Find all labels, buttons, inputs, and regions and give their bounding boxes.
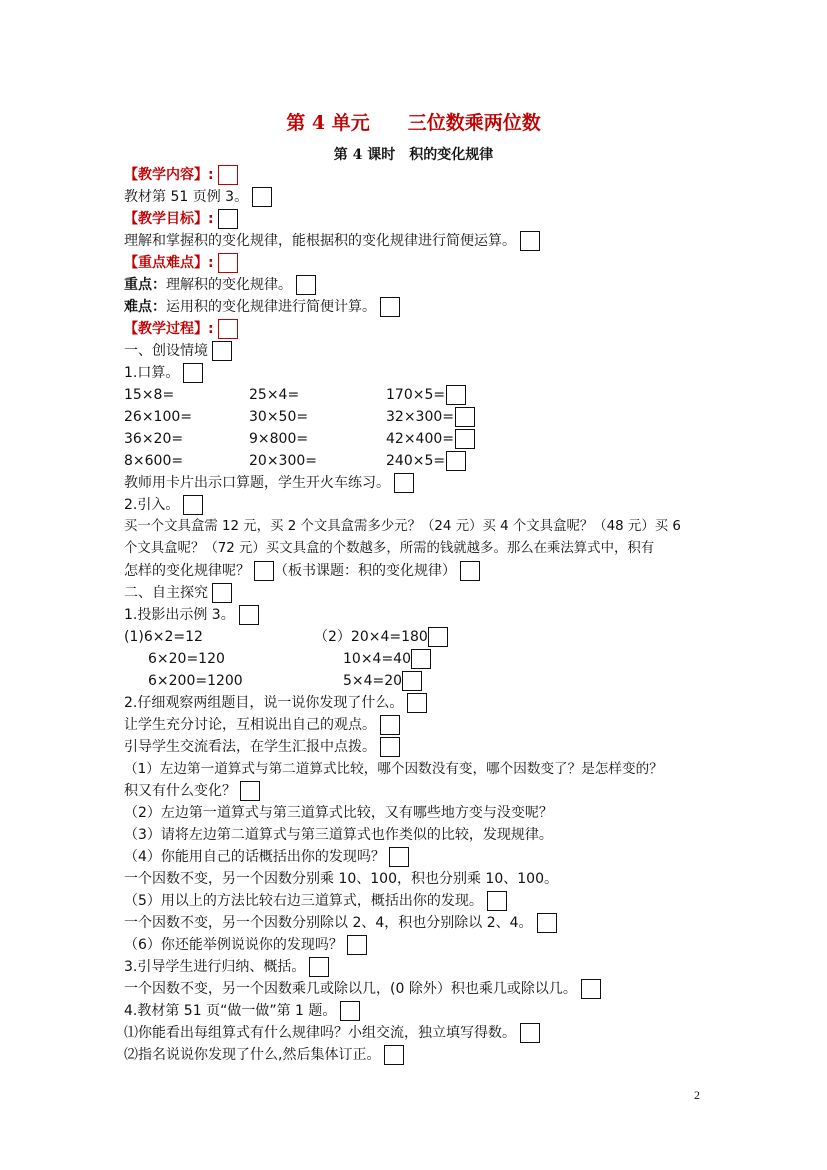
blank-box — [380, 737, 400, 757]
blank-box — [380, 297, 400, 317]
example-left-equation: 6×20=120 — [148, 651, 225, 667]
content-text-line — [124, 186, 714, 208]
blank-box — [347, 935, 367, 955]
difficulty-line — [124, 296, 714, 318]
key-label: 重点： — [124, 277, 166, 293]
blank-box — [487, 891, 507, 911]
calc-cell: 20×300= — [249, 453, 317, 469]
goal-heading-line — [124, 208, 714, 230]
blank-box — [411, 649, 431, 669]
show-line — [124, 604, 714, 626]
calc-cell: 30×50= — [249, 409, 309, 425]
task-text: ⑴你能看出每组算式有什么规律吗？小组交流，独立填写得数。 — [124, 1025, 516, 1041]
blank-box — [254, 561, 274, 581]
key-heading: 【重点难点】: — [124, 255, 214, 271]
blank-box — [428, 627, 448, 647]
goal-text-line — [124, 230, 714, 252]
q5-line — [124, 890, 714, 912]
blank-box — [183, 363, 203, 383]
question-text: （1）左边第一道算式与第二道算式比较，哪个因数没有变，哪个因数变了？是怎样变的？ — [124, 761, 663, 777]
board-title-note: （板书课题：积的变化规律） — [274, 563, 456, 579]
calc-cell: 15×8= — [124, 387, 175, 403]
q2-line — [124, 802, 714, 824]
example-right-row — [343, 648, 431, 670]
textbook-text: 4.教材第 51 页“做一做”第 1 题。 — [124, 1003, 337, 1019]
example-right-equation: 10×4=40 — [343, 651, 411, 667]
calc-cell-row — [386, 428, 475, 450]
calc-cell: 32×300= — [386, 409, 454, 425]
example-show: 1.投影出示例 3。 — [124, 607, 235, 623]
task2-line — [124, 1044, 714, 1066]
blank-box — [446, 385, 466, 405]
part2-title-line — [124, 582, 714, 604]
blank-box — [240, 781, 260, 801]
lesson-subtitle: 第 4 课时 积的变化规律 — [333, 147, 494, 163]
process-heading: 【教学过程】: — [124, 321, 214, 337]
blank-box — [407, 693, 427, 713]
example-left-equation: (1)6×2=12 — [124, 629, 203, 645]
blank-box — [296, 275, 316, 295]
content-text: 教材第 51 页例 3。 — [124, 189, 249, 205]
example-right-row — [314, 626, 448, 648]
blank-box — [340, 1001, 360, 1021]
a4-line — [124, 868, 714, 890]
q6-line — [124, 934, 714, 956]
calc-cell: 240×5= — [386, 453, 446, 469]
diff-label: 难点： — [124, 299, 166, 315]
question-text: （4）你能用自己的话概括出你的发现吗？ — [124, 849, 385, 865]
q3-line — [124, 824, 714, 846]
page-number: 2 — [694, 1088, 700, 1102]
discuss-text: 让学生充分讨论，互相说出自己的观点。 — [124, 717, 376, 733]
blank-box — [455, 429, 475, 449]
blank-box — [212, 583, 232, 603]
blank-box — [212, 341, 232, 361]
intro-text: 买一个文具盒需 12 元，买 2 个文具盒需多少元？（24 元）买 4 个文具盒呢？（48 元）买 6 — [124, 519, 681, 534]
blank-box — [380, 715, 400, 735]
task-text: ⑵指名说说你发现了什么,然后集体订正。 — [124, 1047, 381, 1063]
question-text: （5）用以上的方法比较右边三道算式，概括出你的发现。 — [124, 893, 483, 909]
question-text: （3）请将左边第二道算式与第三道算式也作类似的比较，发现规律。 — [124, 827, 553, 843]
calc-cell: 26×100= — [124, 409, 192, 425]
part2-title: 二、自主探究 — [124, 585, 208, 601]
calc-cell: 25×4= — [249, 387, 300, 403]
q1-line — [124, 758, 714, 780]
key-point-line — [124, 274, 714, 296]
intro-text: 怎样的变化规律呢？ — [124, 563, 250, 579]
oral-note: 教师用卡片出示口算题，学生开火车练习。 — [124, 475, 390, 491]
observe-line — [124, 692, 714, 714]
calc-cell-row — [386, 384, 466, 406]
process-heading-line — [124, 318, 714, 340]
blank-box — [581, 979, 601, 999]
q4-line — [124, 846, 714, 868]
goal-heading: 【教学目标】: — [124, 211, 214, 227]
goal-text: 理解和掌握积的变化规律，能根据积的变化规律进行简便运算。 — [124, 233, 516, 249]
observe-text: 2.仔细观察两组题目，说一说你发现了什么。 — [124, 695, 404, 711]
blank-box — [446, 451, 466, 471]
intro-label: 2.引入。 — [124, 497, 180, 513]
guide-text: 引导学生交流看法，在学生汇报中点拨。 — [124, 739, 376, 755]
rule-line — [124, 978, 714, 1000]
content-heading-line — [124, 164, 714, 186]
guide-line — [124, 736, 714, 758]
oral-calc-label: 1.口算。 — [124, 365, 180, 381]
key-text: 理解积的变化规律。 — [166, 277, 292, 293]
discuss-line — [124, 714, 714, 736]
blank-box — [309, 957, 329, 977]
calc-cell: 8×600= — [124, 453, 184, 469]
blank-box — [455, 407, 475, 427]
blank-box — [239, 605, 259, 625]
task1-line — [124, 1022, 714, 1044]
blank-box — [520, 231, 540, 251]
blank-box — [537, 913, 557, 933]
blank-box — [218, 209, 238, 229]
blank-box — [252, 187, 272, 207]
question-text: 积又有什么变化？ — [124, 783, 236, 799]
diff-text: 运用积的变化规律进行简便计算。 — [166, 299, 376, 315]
oral-note-line — [124, 472, 714, 494]
blank-box — [520, 1023, 540, 1043]
q1b-line — [124, 780, 714, 802]
answer-text: 一个因数不变，另一个因数分别乘 10、100，积也分别乘 10、100。 — [124, 871, 558, 887]
calc-cell: 36×20= — [124, 431, 184, 447]
content-heading: 【教学内容】: — [124, 167, 214, 183]
blank-box — [394, 473, 414, 493]
key-heading-line — [124, 252, 714, 274]
question-text: （2）左边第一道算式与第三道算式比较，又有哪些地方变与没变呢？ — [124, 805, 553, 821]
a5-line — [124, 912, 714, 934]
blank-box — [218, 165, 238, 185]
example-right-row — [343, 670, 422, 692]
calc-cell: 170×5= — [386, 387, 446, 403]
calc-cell-row — [386, 450, 466, 472]
intro-line — [124, 494, 714, 516]
intro-paragraph-2 — [124, 538, 714, 560]
blank-box — [218, 253, 238, 273]
blank-box — [389, 847, 409, 867]
example-right-equation: 5×4=20 — [343, 673, 403, 689]
summary-text: 3.引导学生进行归纳、概括。 — [124, 959, 306, 975]
blank-box — [460, 561, 480, 581]
blank-box — [218, 319, 238, 339]
example-left-equation: 6×200=1200 — [148, 673, 243, 689]
blank-box — [384, 1045, 404, 1065]
calc-cell: 9×800= — [249, 431, 309, 447]
part1-title: 一、创设情境 — [124, 343, 208, 359]
summary-line — [124, 956, 714, 978]
calc-cell-row — [386, 406, 475, 428]
intro-text: 个文具盒呢？（72 元）买文具盒的个数越多，所需的钱就越多。那么在乘法算式中，积有 — [124, 541, 655, 556]
blank-box — [183, 495, 203, 515]
part1-title-line — [124, 340, 714, 362]
calc-cell: 42×400= — [386, 431, 454, 447]
oral-line — [124, 362, 714, 384]
blank-box — [402, 671, 422, 691]
intro-paragraph-1 — [124, 516, 714, 538]
answer-text: 一个因数不变，另一个因数分别除以 2、4，积也分别除以 2、4。 — [124, 915, 533, 931]
textbook-line — [124, 1000, 714, 1022]
example-right-equation: （2）20×4=180 — [314, 629, 428, 645]
rule-text: 一个因数不变，另一个因数乘几或除以几，(0 除外）积也乘几或除以几。 — [124, 981, 577, 997]
question-text: （6）你还能举例说说你的发现吗？ — [124, 937, 343, 953]
page-title: 第 4 单元 三位数乘两位数 — [286, 112, 541, 134]
intro-paragraph-3 — [124, 560, 714, 582]
